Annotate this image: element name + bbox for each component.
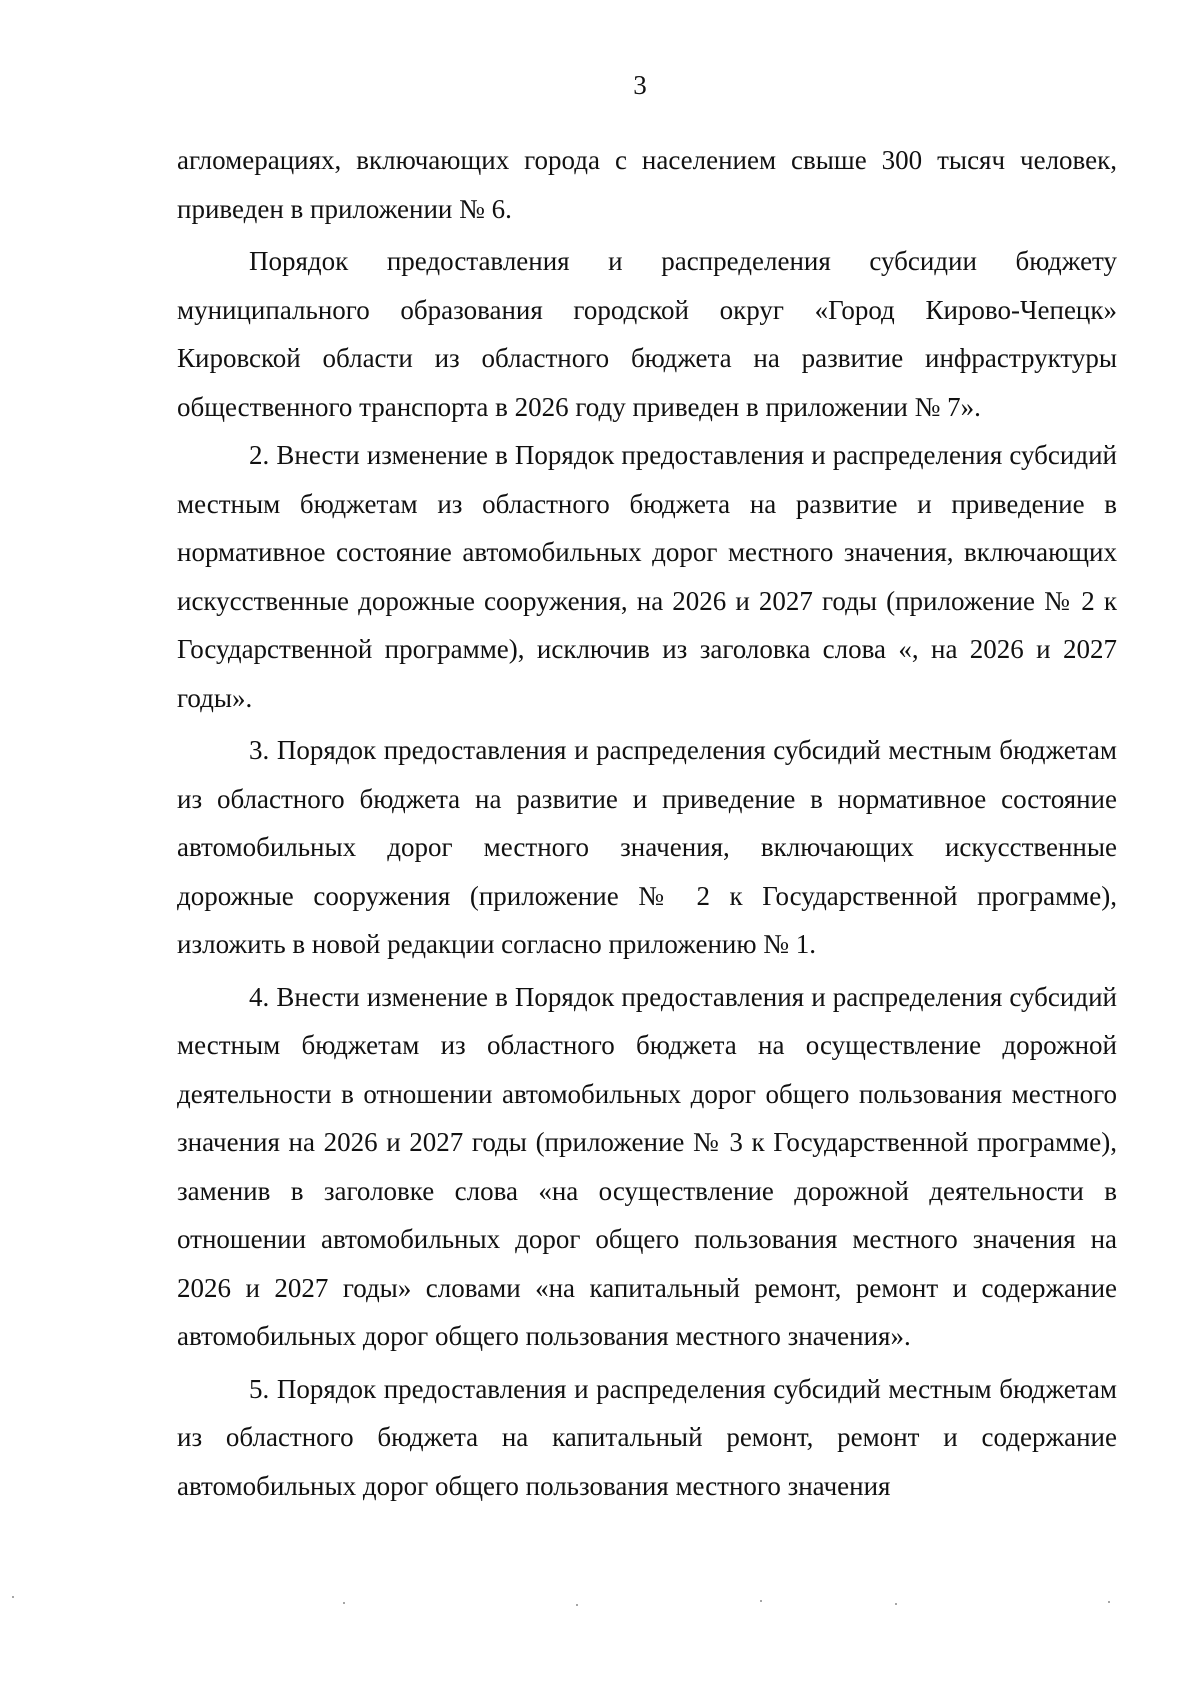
paragraph-continuation: агломерациях, включающих города с населением свыше 300 тысяч человек, приведен в приложении № 6. bbox=[177, 145, 1117, 224]
scan-speck bbox=[760, 1600, 762, 1602]
paragraph-item-2: 2. Внести изменение в Порядок предоставления и распределения субсидий местным бюджетам из областного бюджета на развитие и приведение в нормативное состояние автомобильных дорог местного значения, включающих искусственные дорожные сооружения, на 2026 и 2027 годы (приложение № 2 к Государственной программе), исключив из заголовка слова «, на 2026 и 2027 годы». bbox=[177, 440, 1117, 713]
paragraph-item-3: 3. Порядок предоставления и распределения субсидий местным бюджетам из областного бюджета на развитие и приведение в нормативное состояние автомобильных дорог местного значения, включающих искусственные дорожные сооружения (приложение № 2 к Государственной программе), изложить в новой редакции согласно приложению № 1. bbox=[177, 735, 1117, 959]
scan-speck bbox=[343, 1602, 345, 1604]
document-body bbox=[177, 136, 1117, 1510]
scan-speck bbox=[895, 1603, 897, 1605]
paragraph-item-4: 4. Внести изменение в Порядок предоставления и распределения субсидий местным бюджетам из областного бюджета на осуществление дорожной деятельности в отношении автомобильных дорог общего пользования местного значения на 2026 и 2027 годы (приложение № 3 к Государственной программе), заменив в заголовке слова «на осуществление дорожной деятельности в отношении автомобильных дорог общего пользования местного значения на 2026 и 2027 годы» словами «на капитальный ремонт, ремонт и содержание автомобильных дорог общего пользования местного значения». bbox=[177, 981, 1117, 1351]
scan-speck bbox=[12, 1596, 14, 1598]
scan-speck bbox=[1108, 1601, 1110, 1603]
page-number: 3 bbox=[633, 70, 647, 100]
paragraph-subsidy-order-kirovo-chepetsk: Порядок предоставления и распределения субсидии бюджету муниципального образования городской округ «Город Кирово-Чепецк» Кировской области из областного бюджета на развитие инфраструктуры общественного транспорта в 2026 году приведен в приложении № 7». bbox=[177, 246, 1117, 422]
paragraph-item-5: 5. Порядок предоставления и распределения субсидий местным бюджетам из областного бюджета на капитальный ремонт, ремонт и содержание автомобильных дорог общего пользования местного значения bbox=[177, 1373, 1117, 1501]
scan-speck bbox=[576, 1604, 578, 1606]
